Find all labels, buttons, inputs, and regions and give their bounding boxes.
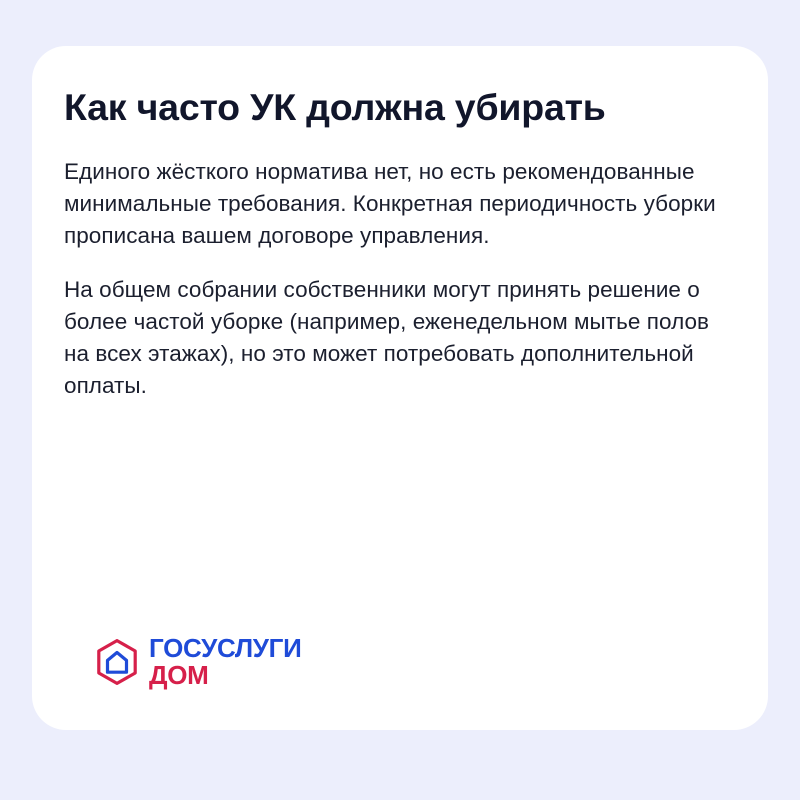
brand-line-2: ДОМ [149, 660, 209, 690]
brand-line-1: ГОСУСЛУГИ [149, 633, 302, 663]
brand-wordmark [149, 635, 302, 688]
content-card [32, 46, 768, 730]
paragraph-2: На общем собрании собственники могут принять решение о более частой уборке (например, еженедельном мытье полов на всех этажах), но это может потребовать дополнительной оплаты. [64, 276, 710, 398]
paragraph-1: Единого жёсткого норматива нет, но есть рекомендованные минимальные требования. Конкретная периодичность уборки прописана вашем договоре управления. [64, 159, 716, 248]
body-text [64, 156, 736, 402]
card-content [64, 86, 736, 402]
house-in-hexagon-icon [96, 639, 138, 685]
page-title: Как часто УК должна убирать [64, 86, 606, 128]
brand-logo [96, 635, 302, 688]
